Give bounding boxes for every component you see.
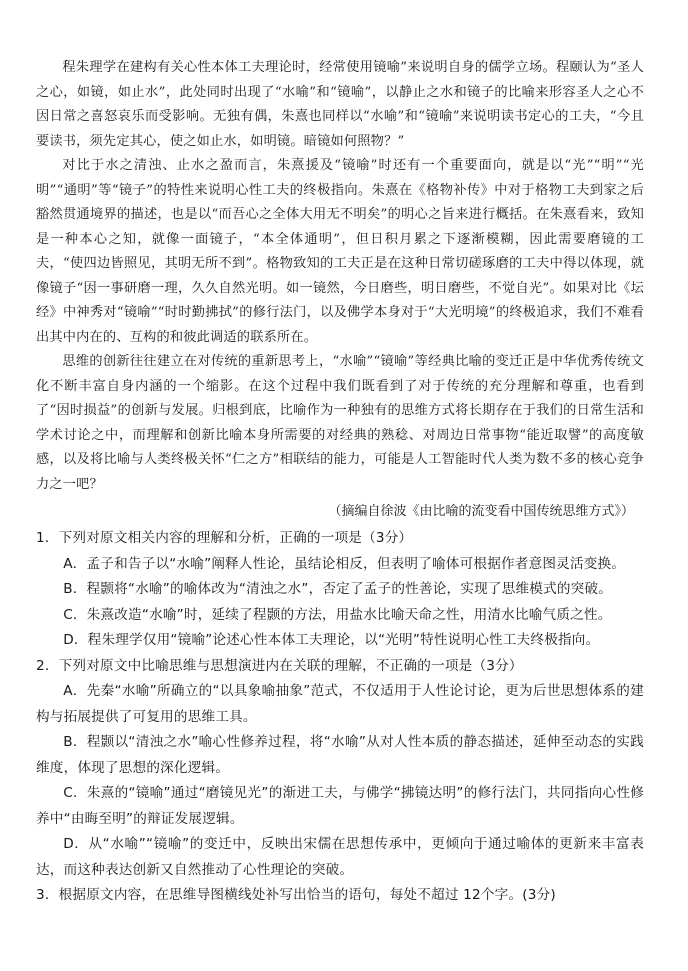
question-option-b: B．程颢以“清浊之水”喻心性修养过程，将“水喻”从对人性本质的静态描述，延伸至动态的实践维度，体现了思想的深化逻辑。 bbox=[36, 734, 644, 776]
passage-source: （摘编自徐波《由比喻的流变看中国传统思维方式》） bbox=[328, 504, 634, 519]
question-option-c: C．朱熹改造“水喻”时，延续了程颢的方法，用盐水比喻天命之性，用清水比喻气质之性。 bbox=[63, 606, 612, 623]
passage-paragraph: 对比于水之清浊、止水之盈而言，朱熹援及“镜喻”时还有一个重要面向，就是以“光”“明”“光明”“通明”等“镜子”的特性来说明心性工夫的终极指向。朱熹在《格物补传》中对于格物工夫到家之后豁然贯通境界的描述，也是以“而吾心之全体大用无不明矣”的明心之旨来进行概括。在朱熹看来，致知是一种本心之知，就像一面镜子，“本全体通明”，但日积月累之下逐渐模糊，因此需要磨镜的工夫，“使四边皆照见，其明无所不到”。格物致知的工夫正是在这种日常切磋琢磨的工夫中得以体现，就像镜子“因一事研磨一理，久久自然光明。如一镜然，今日磨些，明日磨些，不觉自光”。如果对比《坛经》中神秀对“镜喻”“时时勤拂拭”的修行法门，以及佛学本身对于“大光明境”的终极追求，我们不难看出其中内在的、互构的和彼此调适的联系所在。 bbox=[36, 158, 644, 345]
question-1 bbox=[36, 526, 644, 654]
questions bbox=[36, 526, 644, 909]
passage-paragraph: 思维的创新往往建立在对传统的重新思考上，“水喻”“镜喻”等经典比喻的变迁正是中华优秀传统文化不断丰富自身内涵的一个缩影。在这个过程中我们既看到了对于传统的充分理解和尊重，也看到了“因时损益”的创新与发展。归根到底，比喻作为一种独有的思维方式将长期存在于我们的日常生活和学术讨论之中，而理解和创新比喻本身所需要的对经典的熟稔、对周边日常事物“能近取譬”的高度敏感，以及将比喻与人类终极关怀“仁之方”相联结的能力，可能是人工智能时代人类为数不多的核心竞争力之一吧？ bbox=[36, 354, 644, 492]
question-option-a: A．先秦“水喻”所确立的“以具象喻抽象”范式，不仅适用于人性论讨论，更为后世思想体系的建构与拓展提供了可复用的思维工具。 bbox=[36, 683, 644, 725]
question-stem: 2．下列对原文中比喻思维与思想演进内在关联的理解，不正确的一项是（3分） bbox=[36, 657, 523, 674]
question-3 bbox=[36, 883, 644, 909]
question-stem: 1．下列对原文相关内容的理解和分析，正确的一项是（3分） bbox=[36, 530, 413, 546]
question-stem: 3．根据原文内容，在思维导图横线处补写出恰当的语句，每处不超过 12个字。(3分) bbox=[36, 887, 556, 903]
question-2 bbox=[36, 654, 644, 884]
question-option-c: C．朱熹的“镜喻”通过“磨镜见光”的渐进工夫，与佛学“拂镜达明”的修行法门，共同指向心性修养中“由晦至明”的辩证发展逻辑。 bbox=[36, 785, 644, 827]
question-option-d: D．从“水喻”“镜喻”的变迁中，反映出宋儒在思想传承中，更倾向于通过喻体的更新来丰富表达，而这种表达创新又自然推动了心性理论的突破。 bbox=[36, 836, 644, 878]
question-option-d: D．程朱理学仅用“镜喻”论述心性本体工夫理论，以“光明”特性说明心性工夫终极指向。 bbox=[63, 632, 600, 648]
passage bbox=[36, 56, 644, 524]
question-option-a: A．孟子和告子以“水喻”阐释人性论，虽结论相反，但表明了喻体可根据作者意图灵活变换。 bbox=[63, 555, 626, 572]
passage-paragraph: 程朱理学在建构有关心性本体工夫理论时，经常使用镜喻”来说明自身的儒学立场。程颐认为“圣人之心，如镜，如止水”，此处同时出现了“水喻”和“镜喻”，以静止之水和镜子的比喻来形容圣人之心不因日常之喜怒哀乐而受影响。无独有偶，朱熹也同样以“水喻”和“镜喻”来说明读书定心的工夫，“今且要读书，须先定其心，使之如止水，如明镜。暗镜如何照物？” bbox=[36, 60, 644, 149]
question-option-b: B．程颢将“水喻”的喻体改为“清浊之水”，否定了孟子的性善论，实现了思维模式的突破。 bbox=[63, 581, 613, 597]
